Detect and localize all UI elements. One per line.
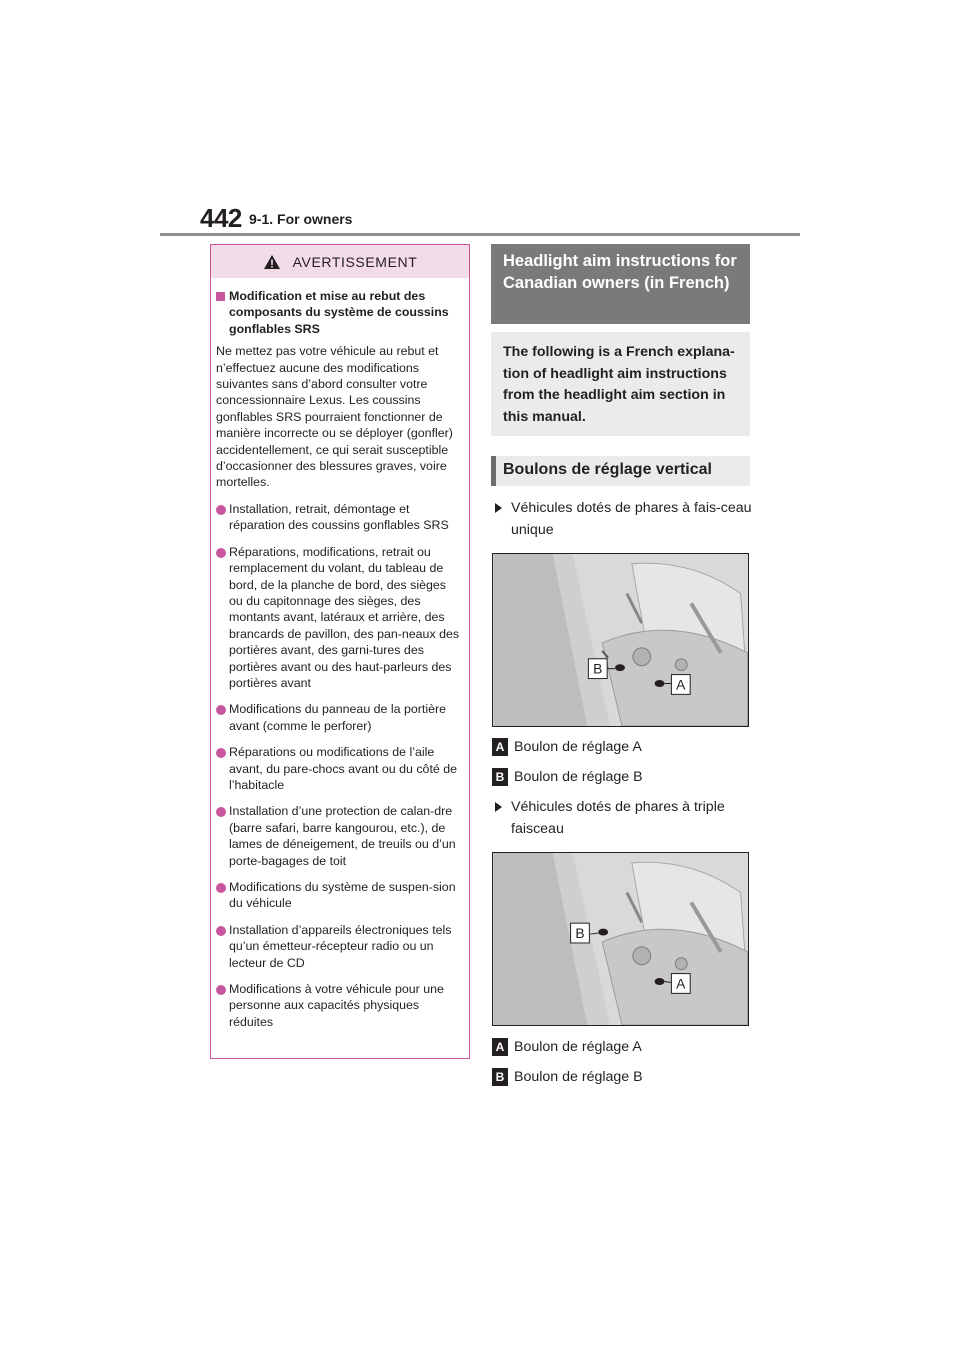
circle-bullet-icon [216, 548, 226, 558]
legend-key: B [492, 1068, 508, 1086]
engine-bay-illustration [493, 853, 748, 1025]
subheading-title: Boulons de réglage vertical [503, 461, 712, 478]
warning-item: Installation d’appareils électroniques tels qu’un émetteur-récepteur radio ou un lecteur de CD [216, 922, 463, 971]
figure-label-a: A [676, 975, 686, 992]
legend-item: B Boulon de réglage B [492, 1068, 643, 1086]
circle-bullet-icon [216, 505, 226, 515]
circle-bullet-icon [216, 705, 226, 715]
single-beam-figure [492, 553, 749, 727]
warning-item: Installation, retrait, démontage et réparation des coussins gonflables SRS [216, 501, 463, 534]
circle-bullet-icon [216, 807, 226, 817]
triple-beam-figure [492, 852, 749, 1026]
triangle-bullet-icon [495, 503, 502, 513]
figure-label-a: A [676, 676, 686, 693]
warning-item: Réparations, modifications, retrait ou remplacement du volant, du tableau de bord, de la planche de bord, des sièges ou du capitonnage des sièges, des montants avant, latéraux et arrière, des brancards de pavillon, des pan-neaux des portières avant, des garni-tures des portières avant ou des haut-parleurs des portières avant [216, 544, 463, 692]
legend-item: A Boulon de réglage A [492, 1038, 642, 1056]
legend-item: B Boulon de réglage B [492, 768, 643, 786]
figure-label-b: B [593, 660, 603, 677]
subheading-bar [491, 456, 496, 486]
warning-item: Modifications du panneau de la portière avant (comme le perforer) [216, 701, 463, 734]
intro-box: The following is a French explana-tion of headlight aim instructions from the headlight aim section in this manual. [491, 332, 750, 436]
warning-heading: Modification et mise au rebut des composants du système de coussins gonflables SRS [216, 288, 463, 337]
warning-triangle-icon [263, 254, 281, 270]
subheading-box [491, 456, 750, 486]
engine-bay-illustration [493, 554, 748, 726]
legend-key: A [492, 738, 508, 756]
circle-bullet-icon [216, 883, 226, 893]
triple-beam-label: Véhicules dotés de phares à triple faisceau [495, 796, 755, 840]
single-beam-label: Véhicules dotés de phares à fais-ceau unique [495, 497, 755, 541]
circle-bullet-icon [216, 985, 226, 995]
topic-title: Headlight aim instructions for Canadian owners (in French) [491, 244, 750, 324]
legend-item: A Boulon de réglage A [492, 738, 642, 756]
header-rule [160, 233, 800, 236]
warning-body [211, 278, 469, 1030]
section-header: 9-1. For owners [249, 211, 353, 227]
square-bullet-icon [216, 292, 225, 301]
circle-bullet-icon [216, 926, 226, 936]
warning-item: Installation d’une protection de calan-dre (barre safari, barre kangourou, etc.), de lames de déneigement, de treuils ou d’un porte-bagages de toit [216, 803, 463, 869]
legend-key: B [492, 768, 508, 786]
triangle-bullet-icon [495, 802, 502, 812]
warning-item: Modifications à votre véhicule pour une personne aux capacités physiques réduites [216, 981, 463, 1030]
warning-header [211, 245, 469, 278]
circle-bullet-icon [216, 748, 226, 758]
legend-key: A [492, 1038, 508, 1056]
warning-title: AVERTISSEMENT [292, 253, 418, 270]
warning-paragraph: Ne mettez pas votre véhicule au rebut et n’effectuez aucune des modifications suivantes sans d’abord consulter votre concessionnaire Lexus. Les coussins gonflables SRS pourraient fonctionner de manière incorrecte ou se déployer (gonfler) accidentellement, ce qui serait susceptible d’occasionner des blessures graves, voire mortelles. [216, 344, 453, 490]
figure-label-b: B [575, 925, 585, 942]
warning-item: Modifications du système de suspen-sion du véhicule [216, 879, 463, 912]
warning-box [210, 244, 470, 1059]
page-number: 442 [200, 203, 242, 233]
warning-item: Réparations ou modifications de l’aile avant, du pare-chocs avant ou du côté de l’habitacle [216, 744, 463, 793]
